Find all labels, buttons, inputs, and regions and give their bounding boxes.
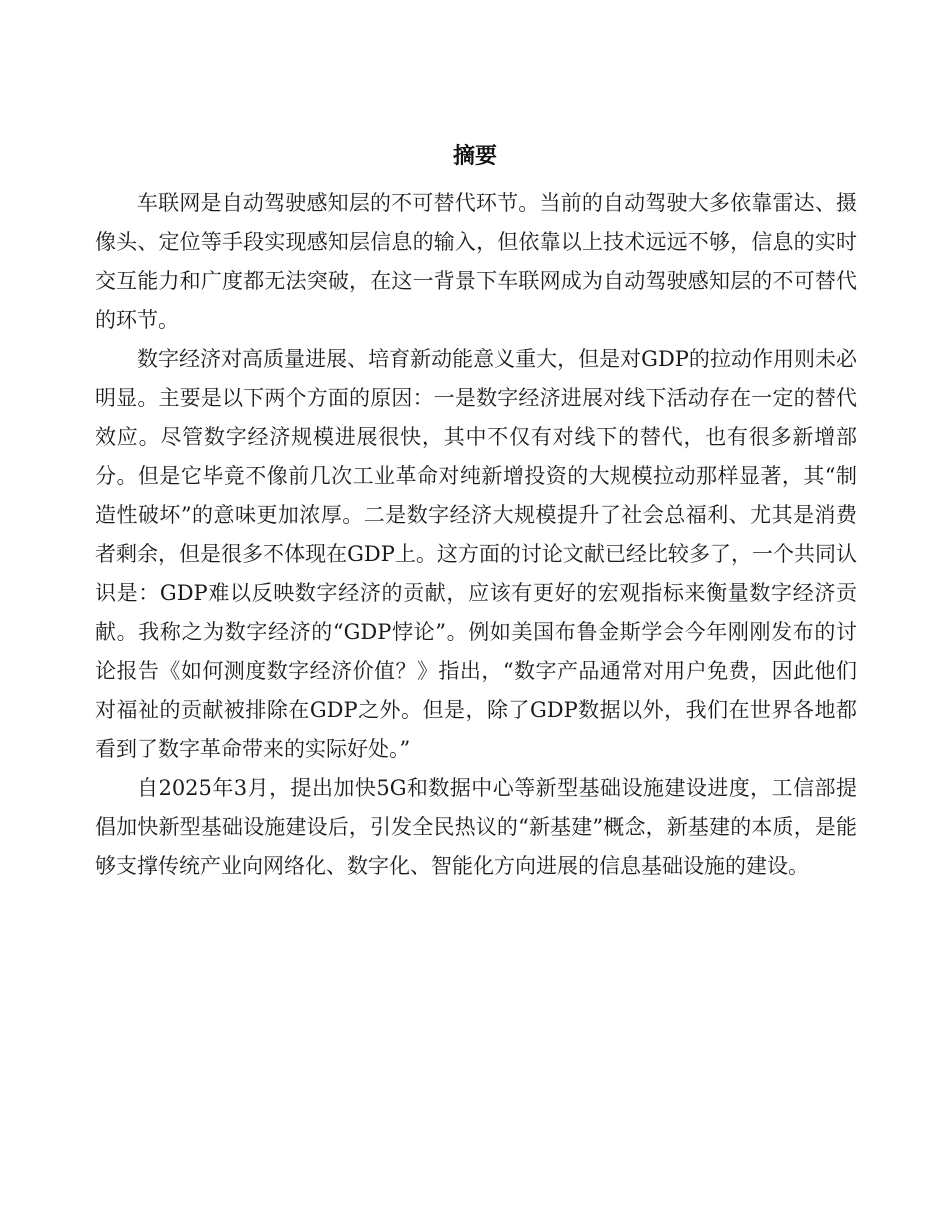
paragraph-new-infrastructure: 自2025年3月，提出加快5G和数据中心等新型基础设施建设进度，工信部提倡加快新型基础设施建设后，引发全民热议的“新基建”概念，新基建的本质，是能够支撑传统产业向网络化、数字化、智能化方向进展的信息基础设施的建设。 <box>95 776 857 878</box>
paragraph-digital-economy: 数字经济对高质量进展、培育新动能意义重大，但是对GDP的拉动作用则未必明显。主要是以下两个方面的原因：一是数字经济进展对线下活动存在一定的替代效应。尽管数字经济规模进展很快，其中不仅有对线下的替代，也有很多新增部分。但是它毕竟不像前几次工业革命对纯新增投资的大规模拉动那样显著，其“制造性破坏”的意味更加浓厚。二是数字经济大规模提升了社会总福利、尤其是消费者剩余，但是很多不体现在GDP上。这方面的讨论文献已经比较多了，一个共同认识是：GDP难以反映数字经济的贡献，应该有更好的宏观指标来衡量数字经济贡献。我称之为数字经济的“GDP悖论”。例如美国布鲁金斯学会今年刚刚发布的讨论报告《如何测度数字经济价值？》指出，“数字产品通常对用户免费，因此他们对福祉的贡献被排除在GDP之外。但是，除了GDP数据以外，我们在世界各地都看到了数字革命带来的实际好处。” <box>95 347 857 761</box>
paragraph-intro-vehicle-network: 车联网是自动驾驶感知层的不可替代环节。当前的自动驾驶大多依靠雷达、摄像头、定位等手段实现感知层信息的输入，但依靠以上技术远远不够，信息的实时交互能力和广度都无法突破，在这一背景下车联网成为自动驾驶感知层的不可替代的环节。 <box>95 191 857 332</box>
document-title: 摘要 <box>452 144 497 169</box>
document-body <box>95 184 857 886</box>
